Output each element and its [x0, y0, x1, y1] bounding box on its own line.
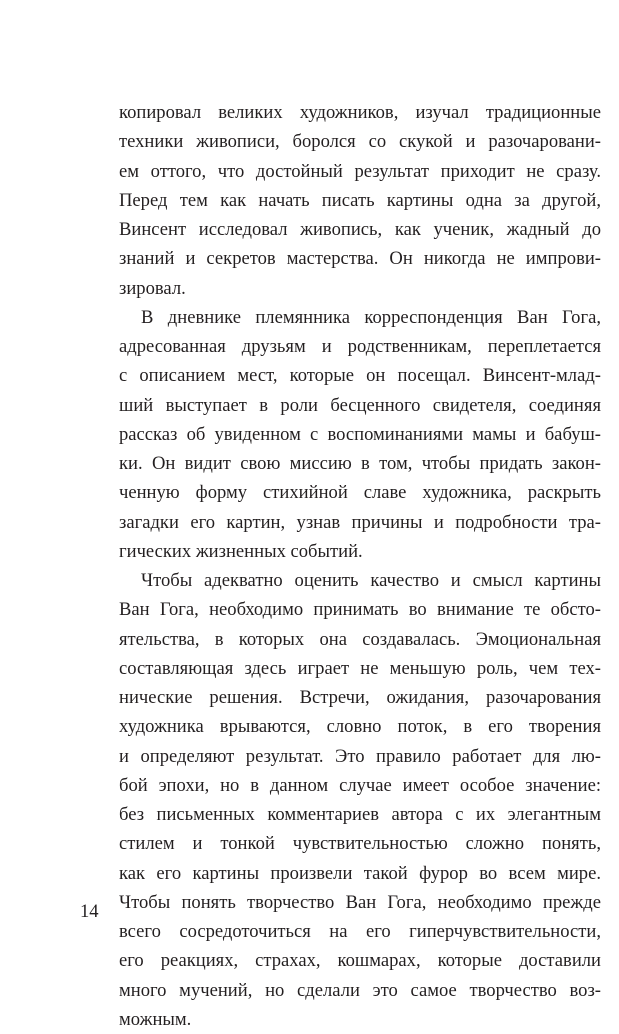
text-line: и определяют результат. Это правило работает для лю-	[119, 745, 601, 767]
text-line: копировал великих художников, изучал традиционные	[119, 102, 601, 123]
body-text	[119, 98, 601, 1034]
text-line: В дневнике племянника корреспонденция Ван Гога,	[141, 306, 601, 328]
text-line: Винсент исследовал живопись, как ученик, жадный до	[119, 219, 601, 240]
text-line: ятельства, в которых она создавалась. Эмоциональная	[119, 628, 601, 650]
text-line: Перед тем как начать писать картины одна за другой,	[119, 189, 601, 211]
text-line: загадки его картин, узнав причины и подробности тра-	[119, 511, 601, 533]
text-line: ший выступает в роли бесценного свидетеля, соединяя	[119, 394, 601, 416]
text-line: Ван Гога, необходимо принимать во внимание те обсто-	[119, 599, 601, 621]
page-number: 14	[80, 901, 99, 922]
paragraph-1	[119, 98, 601, 303]
text-line: зировал.	[119, 277, 186, 299]
text-line: гических жизненных событий.	[119, 540, 363, 562]
text-line: знаний и секретов мастерства. Он никогда не импрови-	[119, 248, 601, 270]
text-line: как его картины произвели такой фурор во всем мире.	[119, 862, 601, 884]
text-line: с описанием мест, которые он посещал. Винсент-млад-	[119, 365, 601, 387]
text-line: составляющая здесь играет не меньшую роль, чем тех-	[119, 657, 601, 679]
text-line: Чтобы адекватно оценить качество и смысл картины	[141, 570, 601, 591]
text-line: художника врываются, словно поток, в его творения	[119, 716, 601, 738]
text-line: без письменных комментариев автора с их элегантным	[119, 804, 601, 825]
text-line: ки. Он видит свою миссию в том, чтобы придать закон-	[119, 453, 601, 474]
text-line: рассказ об увиденном с воспоминаниями мамы и бабуш-	[119, 423, 601, 445]
paragraph-2	[119, 303, 601, 566]
text-line: всего сосредоточиться на его гиперчувствительности,	[119, 921, 601, 942]
text-line: нические решения. Встречи, ожидания, разочарования	[119, 687, 601, 708]
text-line: много мучений, но сделали это самое творчество воз-	[119, 979, 601, 1001]
text-line: Чтобы понять творчество Ван Гога, необходимо прежде	[119, 891, 601, 913]
text-line: можным.	[119, 1008, 192, 1030]
text-line: ченную форму стихийной славе художника, раскрыть	[119, 482, 601, 504]
text-line: техники живописи, боролся со скукой и разочаровани-	[119, 131, 601, 153]
text-line: адресованная друзьям и родственникам, переплетается	[119, 336, 601, 357]
text-line: ем оттого, что достойный результат приходит не сразу.	[119, 160, 601, 182]
text-line: его реакциях, страхах, кошмарах, которые доставили	[119, 950, 601, 972]
text-line: стилем и тонкой чувствительностью сложно понять,	[119, 833, 601, 855]
text-line: бой эпохи, но в данном случае имеет особое значение:	[119, 774, 601, 796]
paragraph-3	[119, 566, 601, 1034]
